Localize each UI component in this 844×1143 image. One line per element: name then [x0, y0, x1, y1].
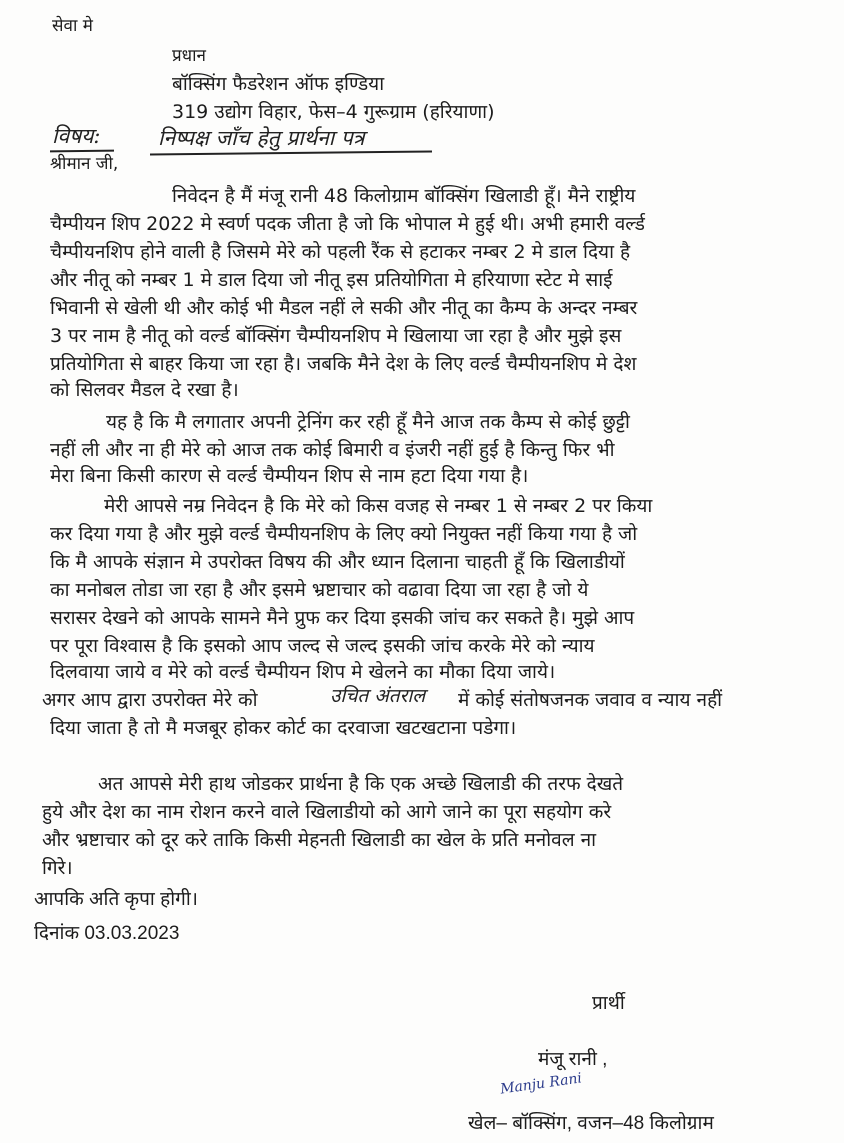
date-line: दिनांक 03.03.2023	[34, 923, 180, 944]
para1-line4: और नीतू को नम्बर 1 मे डाल दिया जो नीतू इस प्रतियोगिता मे हरियाणा स्टेट मे साई	[50, 269, 613, 291]
signature: Manju Rani	[499, 1070, 583, 1098]
para3-line2: कर दिया गया है और मुझे वर्ल्ड चैम्पीयनशिप के लिए क्यो नियुक्त नहीं किया गया है जो	[50, 523, 638, 545]
para2-line1: यह है कि मै लगातार अपनी ट्रेनिंग कर रही हूँ मैने आज तक कैम्प से कोई छुट्टी	[106, 411, 630, 433]
para1-line1: निवेदन है मैं मंजू रानी 48 किलोग्राम बॉक्सिंग खिलाडी हूँ। मैने राष्ट्रीय	[172, 185, 636, 207]
para4-handwritten-insert: उचित अंतराल	[330, 685, 426, 707]
applicant-label: प्रार्थी	[592, 993, 625, 1014]
para4-line2: दिया जाता है तो मै मजबूर होकर कोर्ट का दरवाजा खटखटाना पडेगा।	[50, 717, 517, 739]
para1-line7: प्रतियोगिता से बाहर किया जा रहा है। जबकि मैने देश के लिए वर्ल्ड चैम्पीयनशिप मे देश	[50, 353, 637, 375]
greeting: श्रीमान जी,	[50, 154, 119, 174]
para3-line6: पर पूरा विश्वास है कि इसको आप जल्द से जल्द इसकी जांच करके मेरे को न्याय	[50, 635, 595, 657]
para2-line3: मेरा बिना किसी कारण से वर्ल्ड चैम्पीयन शिप से नाम हटा दिया गया है।	[50, 465, 529, 487]
subject-label: विषय:	[52, 124, 101, 148]
para3-line3: कि मै आपके संज्ञान मे उपरोक्त विषय की और ध्यान दिलाना चाहती हूँ कि खिलाडीयों	[50, 551, 625, 573]
subject-underline	[150, 151, 432, 156]
para1-line5: भिवानी से खेली थी और कोई भी मैडल नहीं ले सकी और नीतू का कैम्प के अन्दर नम्बर	[50, 297, 638, 319]
para5-line2: हुये और देश का नाम रोशन करने वाले खिलाडीयो को आगे जाने का पूरा सहयोग करे	[42, 801, 612, 823]
para1-line3: चैम्पीयनशिप होने वाली है जिसमे मेरे को पहली रैंक से हटाकर नम्बर 2 मे डाल दिया है	[50, 241, 631, 263]
para1-line8: को सिलवर मैडल दे रखा है।	[50, 379, 239, 401]
address-line-1: प्रधान	[172, 46, 206, 66]
para5-line1: अत आपसे मेरी हाथ जोडकर प्रार्थना है कि एक अच्छे खिलाडी की तरफ देखते	[98, 773, 624, 795]
address-line-3: 319 उद्योग विहार, फेस–4 गुरूग्राम (हरियाणा)	[172, 101, 495, 123]
subject-text: निष्पक्ष जाँच हेतु प्रार्थना पत्र	[158, 126, 365, 150]
applicant-name: मंजू रानी ,	[538, 1049, 608, 1070]
para2-line2: नहीं ली और ना ही मेरे को आज तक कोई बिमारी व इंजरी नहीं हुई है किन्तु फिर भी	[50, 439, 615, 461]
para3-line1: मेरी आपसे नम्र निवेदन है कि मेरे को किस वजह से नम्बर 1 से नम्बर 2 पर किया	[104, 495, 653, 517]
applicant-category: खेल– बॉक्सिंग, वजन–48 किलोग्राम	[468, 1113, 714, 1134]
para4-line1-before: अगर आप द्वारा उपरोक्त मेरे को	[42, 689, 258, 711]
para3-line7: दिलवाया जाये व मेरे को वर्ल्ड चैम्पीयन शिप मे खेलने का मौका दिया जाये।	[50, 661, 556, 683]
para4-line1-after: में कोई संतोषजनक जवाव व न्याय नहीं	[458, 689, 723, 711]
salutation-to: सेवा मे	[52, 16, 93, 36]
para5-line4: गिरे।	[42, 857, 73, 879]
para3-line4: का मनोबल तोडा जा रहा है और इसमे भ्रष्टाचार को वढावा दिया जा रहा है जो ये	[50, 579, 589, 601]
address-line-2: बॉक्सिंग फैडरेशन ऑफ इण्डिया	[172, 73, 385, 95]
closing-line: आपकि अति कृपा होगी।	[34, 889, 198, 910]
para1-line6: 3 पर नाम है नीतू को वर्ल्ड बॉक्सिंग चैम्पीयनशिप मे खिलाया जा रहा है और मुझे इस	[50, 325, 622, 347]
para3-line5: सरासर देखने को आपके सामने मैने प्रुफ कर दिया इसकी जांच कर सकते है। मुझे आप	[50, 607, 635, 629]
para5-line3: और भ्रष्टाचार को दूर करे ताकि किसी मेहनती खिलाडी का खेल के प्रति मनोवल ना	[42, 829, 597, 851]
para1-line2: चैम्पीयन शिप 2022 मे स्वर्ण पदक जीता है जो कि भोपाल मे हुई थी। अभी हमारी वर्ल्ड	[50, 213, 645, 235]
